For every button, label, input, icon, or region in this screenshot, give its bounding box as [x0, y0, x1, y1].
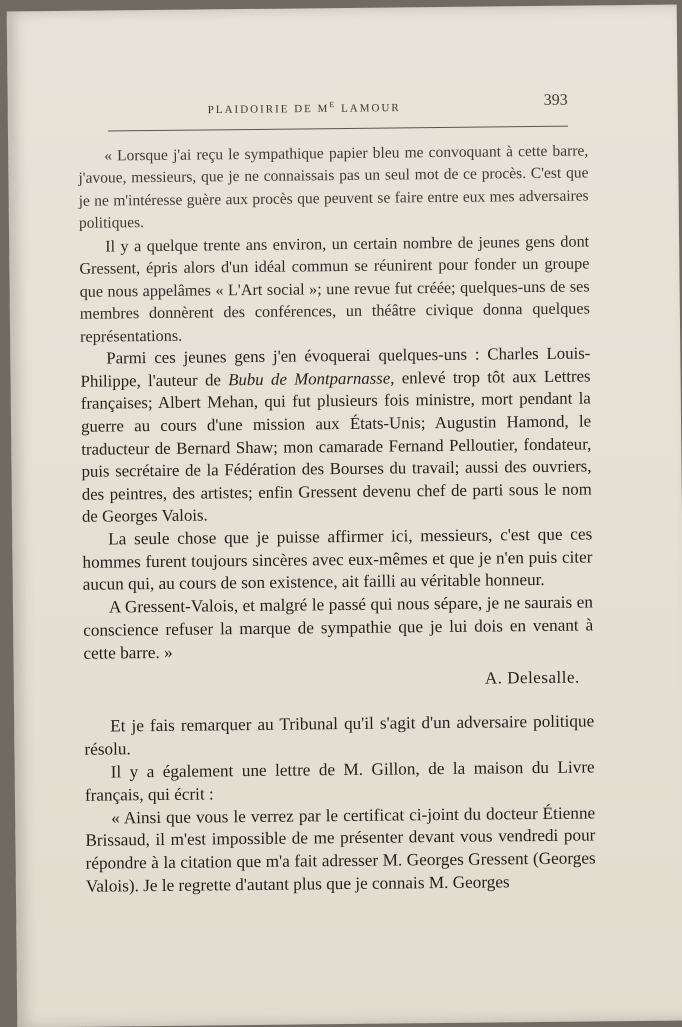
paragraph-6: Et je fais remarquer au Tribunal qu'il s'agit d'un adversaire politique résolu.: [84, 711, 595, 760]
running-head-superscript: E: [329, 100, 337, 110]
book-page: [7, 5, 682, 1027]
paragraph-3-part-b: , enlevé trop tôt aux Lettres françaises; Albert Mehan, qui fut plusieurs fois ministre, mort pendant la guerre au cours d'une mission aux États-Unis; Augustin Hamond, le traducteur de Bernard Shaw; mon camarade Fernand Pelloutier, fondateur, puis secrétaire de la Fédération des Bourses du travail; aussi des ouvriers, des peintres, des artistes; enfin Gressent devenu chef de parti sous le nom de Georges Valois.: [80, 366, 592, 527]
signature: A. Delesalle.: [484, 667, 580, 688]
book-title: Bubu de Montparnasse: [228, 368, 391, 389]
paragraph-8: « Ainsi que vous le verrez par le certificat ci-joint du docteur Étienne Brissaud, il m'est impossible de me présenter devant vous vendredi pour répondre à la citation que m'a fait adresser M. Georges Gressent (Georges Valois). Je le regrette d'autant plus que je connais M. Georges: [85, 803, 596, 896]
running-head: [208, 99, 401, 116]
body-text: [78, 140, 596, 898]
paragraph-4: La seule chose que je puisse affirmer ici, messieurs, c'est que ces hommes furent toujours sincères avec eux-mêmes et que je n'en puis citer aucun qui, au cours de son existence, ait failli au véritable honneur.: [82, 524, 593, 595]
paragraph-3: [80, 343, 592, 529]
paragraph-3-part-a: Parmi ces jeunes gens j'en évoquerai quelques-uns : Charles Louis-Philippe, l'auteur de: [80, 343, 591, 391]
running-head-end: LAMOUR: [336, 102, 401, 115]
running-head-text: PLAIDOIRIE DE M: [207, 102, 330, 117]
paragraph-7: Il y a également une lettre de M. Gillon, de la maison du Livre français, qui écrit :: [84, 757, 595, 805]
page-header: [207, 91, 568, 117]
paragraph-2: Il y a quelque trente ans environ, un certain nombre de jeunes gens dont Gressent, épris alors d'un idéal commun se réunirent pour fonder un groupe que nous appelâmes « L'Art social »; une revue fut créée; quelques-uns de ses membres donnèrent des conférences, un théâtre civique donna quelques représentations.: [79, 232, 590, 346]
header-rule: [108, 126, 568, 132]
page-number: 393: [543, 91, 568, 109]
paragraph-1: « Lorsque j'ai reçu le sympathique papier bleu me convoquant à cette barre, j'avoue, messieurs, que je ne connaissais pas un seul mot de ce procès. C'est que je ne m'intéresse guère aux procès que peuvent se faire entre eux mes adversaires politiques.: [78, 142, 589, 233]
paragraph-5: A Gressent-Valois, et malgré le passé qui nous sépare, je ne saurais en conscience refuser la marque de sympathie que je lui dois en venant à cette barre. »: [83, 592, 594, 663]
